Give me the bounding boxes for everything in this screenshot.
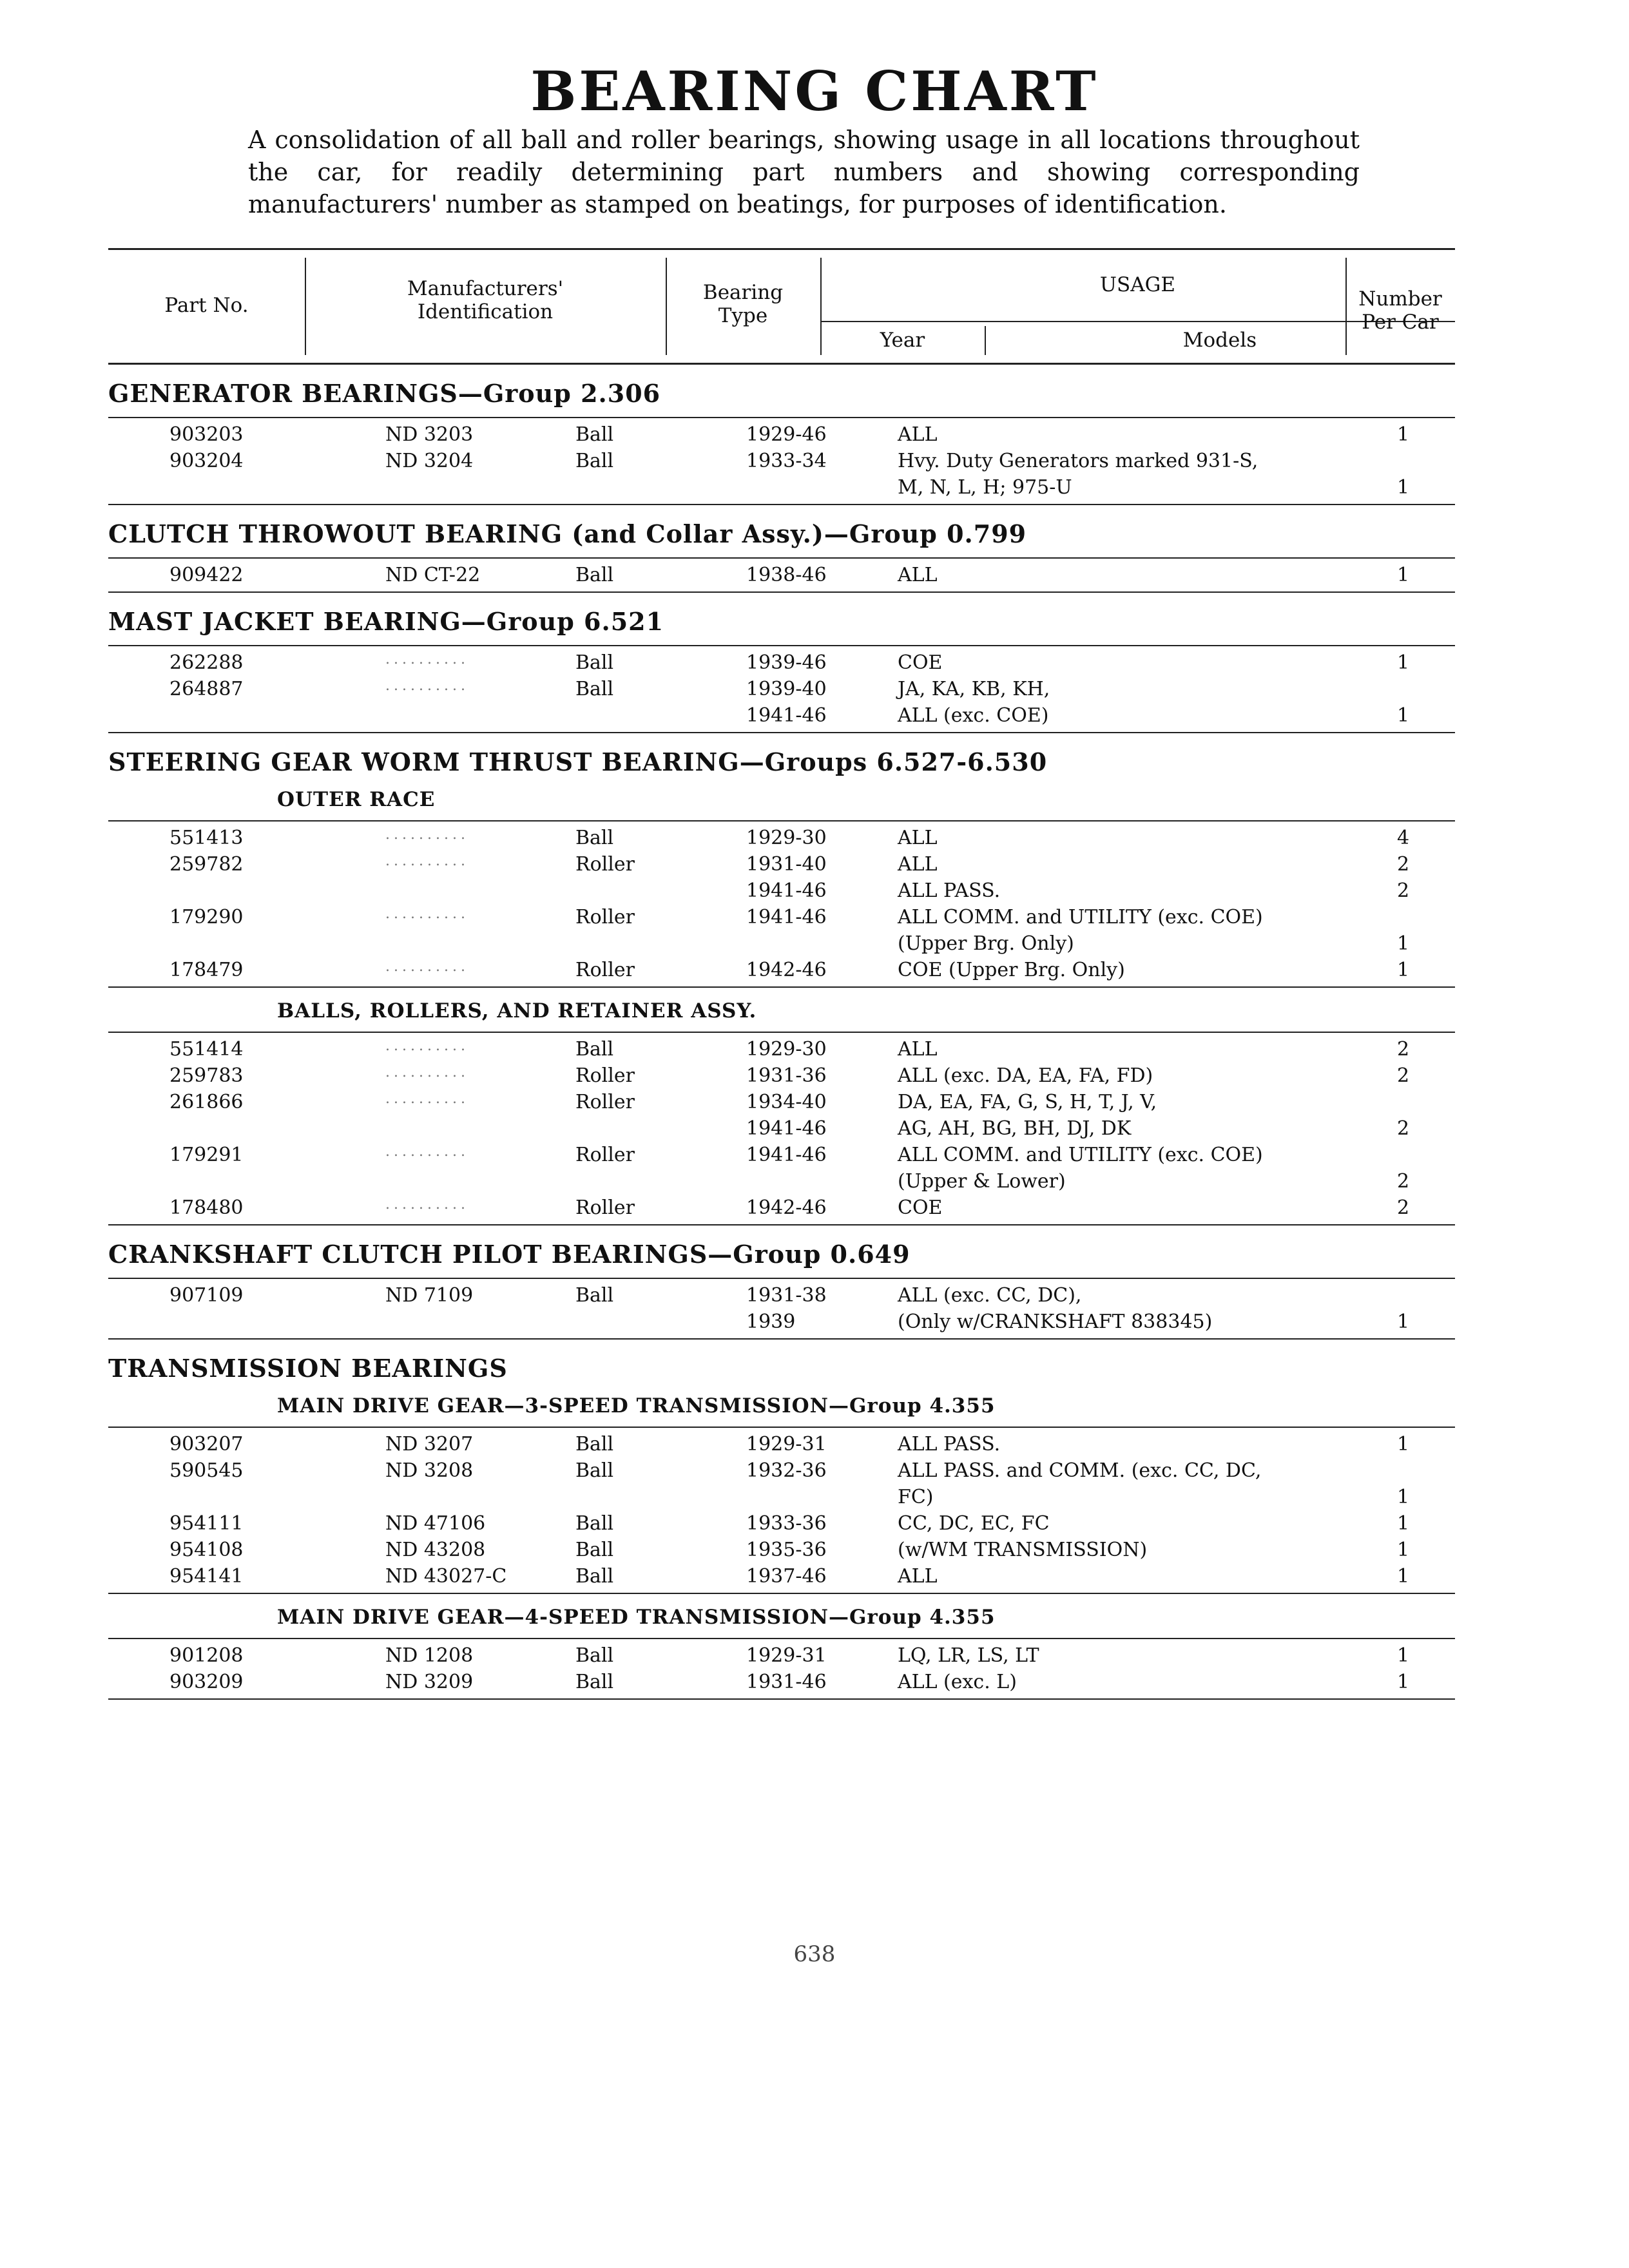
group-heading: TRANSMISSION BEARINGS (108, 1354, 508, 1383)
part-number: 262288 (169, 651, 244, 674)
number-per-car: 1 (1397, 1433, 1410, 1456)
part-number: 259782 (169, 853, 244, 876)
usage-year: 1931-36 (746, 1064, 827, 1087)
usage-models: LQ, LR, LS, LT (898, 1644, 1039, 1667)
number-per-car: 2 (1397, 1170, 1410, 1193)
bearing-type: Ball (575, 423, 614, 446)
table-row (108, 1511, 1455, 1537)
section (108, 607, 1455, 733)
part-number: 903204 (169, 450, 244, 472)
sub-heading: MAIN DRIVE GEAR—3-SPEED TRANSMISSION—Group 4.355 (277, 1394, 996, 1418)
table-row (108, 1195, 1455, 1222)
table-row (108, 1169, 1455, 1195)
number-per-car: 2 (1397, 1038, 1410, 1061)
table-row (108, 1432, 1455, 1458)
number-per-car: 1 (1397, 1539, 1410, 1561)
usage-year: 1942-46 (746, 1196, 827, 1219)
table-row (108, 677, 1455, 703)
sub-heading: MAIN DRIVE GEAR—4-SPEED TRANSMISSION—Group 4.355 (277, 1606, 996, 1629)
table-row (108, 878, 1455, 905)
usage-year: 1941-46 (746, 906, 827, 928)
number-per-car: 1 (1397, 959, 1410, 981)
table-row (108, 825, 1455, 852)
section (108, 1606, 1455, 1700)
bearing-type: Ball (575, 678, 614, 700)
usage-models: ALL (898, 1038, 938, 1061)
usage-models: ALL (exc. DA, EA, FA, FD) (898, 1064, 1153, 1087)
part-number: 901208 (169, 1644, 244, 1667)
bearing-type: Ball (575, 450, 614, 472)
bearing-type: Roller (575, 1091, 635, 1113)
table-row (108, 1485, 1455, 1511)
number-per-car: 2 (1397, 879, 1410, 902)
usage-year: 1941-46 (746, 704, 827, 727)
usage-year: 1941-46 (746, 1117, 827, 1140)
number-per-car: 4 (1397, 827, 1410, 849)
bearing-type: Roller (575, 853, 635, 876)
table-row (108, 852, 1455, 878)
bearing-type: Roller (575, 906, 635, 928)
manufacturer-id: ND 7109 (385, 1284, 474, 1307)
number-per-car: 1 (1397, 932, 1410, 955)
part-number: 259783 (169, 1064, 244, 1087)
bearing-type: Ball (575, 1565, 614, 1588)
col-manufacturer: Manufacturers' Identification (407, 277, 564, 323)
number-per-car: 1 (1397, 476, 1410, 499)
col-usage: USAGE (1099, 273, 1176, 296)
part-number: 178479 (169, 959, 244, 981)
table-row (108, 1564, 1455, 1590)
table-header (108, 248, 1455, 365)
number-per-car: 2 (1397, 1064, 1410, 1087)
usage-models: AG, AH, BG, BH, DJ, DK (898, 1117, 1132, 1140)
table-row (108, 422, 1455, 448)
number-per-car: 1 (1397, 651, 1410, 674)
manufacturer-id: .......... (385, 1091, 469, 1107)
usage-year: 1942-46 (746, 959, 827, 981)
table-row (108, 475, 1455, 501)
number-per-car: 1 (1397, 704, 1410, 727)
group-heading: CLUTCH THROWOUT BEARING (and Collar Assy.)—Group 0.799 (108, 519, 1027, 548)
part-number: 903207 (169, 1433, 244, 1456)
usage-year: 1931-40 (746, 853, 827, 876)
part-number: 264887 (169, 678, 244, 700)
usage-year: 1929-30 (746, 827, 827, 849)
table-row (108, 1537, 1455, 1564)
section (108, 379, 1455, 505)
table-row (108, 1116, 1455, 1142)
bearing-type: Ball (575, 827, 614, 849)
part-number: 551414 (169, 1038, 244, 1061)
bearing-type: Ball (575, 1512, 614, 1535)
bearing-table (108, 248, 1455, 1700)
manufacturer-id: .......... (385, 651, 469, 668)
manufacturer-id: ND 3208 (385, 1459, 474, 1482)
usage-models: M, N, L, H; 975-U (898, 476, 1072, 499)
usage-models: CC, DC, EC, FC (898, 1512, 1050, 1535)
usage-models: COE (898, 651, 943, 674)
usage-year: 1939 (746, 1311, 796, 1333)
usage-models: ALL PASS. and COMM. (exc. CC, DC, (898, 1459, 1262, 1482)
usage-year: 1933-36 (746, 1512, 827, 1535)
usage-models: ALL PASS. (898, 879, 1001, 902)
bearing-type: Roller (575, 1196, 635, 1219)
bearing-type: Roller (575, 1144, 635, 1166)
usage-year: 1941-46 (746, 879, 827, 902)
table-row (108, 1643, 1455, 1669)
bearing-type: Ball (575, 1671, 614, 1693)
bearing-type: Ball (575, 1459, 614, 1482)
table-row (108, 905, 1455, 931)
number-per-car: 1 (1397, 1644, 1410, 1667)
usage-year: 1929-31 (746, 1433, 827, 1456)
usage-year: 1931-46 (746, 1671, 827, 1693)
usage-models: (Upper Brg. Only) (898, 932, 1074, 955)
section (108, 999, 1455, 1225)
col-year: Year (880, 329, 925, 352)
manufacturer-id: ND 3209 (385, 1671, 474, 1693)
number-per-car: 1 (1397, 1311, 1410, 1333)
part-number: 903209 (169, 1671, 244, 1693)
usage-year: 1929-31 (746, 1644, 827, 1667)
manufacturer-id: ND 1208 (385, 1644, 474, 1667)
number-per-car: 1 (1397, 1512, 1410, 1535)
usage-year: 1931-38 (746, 1284, 827, 1307)
usage-models: ALL (898, 853, 938, 876)
bearing-type: Ball (575, 1539, 614, 1561)
part-number: 179290 (169, 906, 244, 928)
table-row (108, 1063, 1455, 1090)
usage-models: COE (898, 1196, 943, 1219)
number-per-car: 1 (1397, 1565, 1410, 1588)
usage-year: 1932-36 (746, 1459, 827, 1482)
usage-models: Hvy. Duty Generators marked 931-S, (898, 450, 1258, 472)
usage-year: 1933-34 (746, 450, 827, 472)
table-row (108, 1037, 1455, 1063)
manufacturer-id: ND 43027-C (385, 1565, 507, 1588)
number-per-car: 2 (1397, 1117, 1410, 1140)
usage-models: ALL COMM. and UTILITY (exc. COE) (898, 906, 1263, 928)
bearing-type: Ball (575, 1284, 614, 1307)
page-number: 638 (793, 1941, 836, 1967)
manufacturer-id: ND 3204 (385, 450, 474, 472)
part-number: 909422 (169, 564, 244, 586)
manufacturer-id: ND CT-22 (385, 564, 481, 586)
manufacturer-id: .......... (385, 678, 469, 694)
usage-models: (w/WM TRANSMISSION) (898, 1539, 1148, 1561)
section (108, 1240, 1455, 1340)
group-heading: MAST JACKET BEARING—Group 6.521 (108, 607, 664, 636)
usage-models: ALL (898, 564, 938, 586)
page-title: BEARING CHART (530, 59, 1099, 123)
col-part-no: Part No. (164, 294, 249, 317)
bearing-type: Ball (575, 1644, 614, 1667)
manufacturer-id: .......... (385, 1064, 469, 1081)
usage-year: 1929-30 (746, 1038, 827, 1061)
usage-models: ALL (exc. L) (898, 1671, 1017, 1693)
usage-models: ALL (898, 1565, 938, 1588)
part-number: 954111 (169, 1512, 244, 1535)
part-number: 261866 (169, 1091, 244, 1113)
usage-year: 1929-46 (746, 423, 827, 446)
manufacturer-id: .......... (385, 1196, 469, 1213)
usage-models: (Upper & Lower) (898, 1170, 1066, 1193)
usage-models: JA, KA, KB, KH, (898, 678, 1050, 700)
manufacturer-id: .......... (385, 853, 469, 869)
number-per-car: 2 (1397, 853, 1410, 876)
part-number: 907109 (169, 1284, 244, 1307)
group-heading: CRANKSHAFT CLUTCH PILOT BEARINGS—Group 0.649 (108, 1240, 911, 1269)
usage-year: 1938-46 (746, 564, 827, 586)
sub-heading: BALLS, ROLLERS, AND RETAINER ASSY. (277, 999, 757, 1023)
table-body (108, 379, 1455, 1700)
table-row (108, 650, 1455, 677)
section (108, 1354, 1455, 1594)
usage-models: ALL (exc. COE) (898, 704, 1049, 727)
number-per-car: 2 (1397, 1196, 1410, 1219)
number-per-car: 1 (1397, 564, 1410, 586)
sub-heading: OUTER RACE (277, 788, 436, 811)
usage-models: (Only w/CRANKSHAFT 838345) (898, 1311, 1213, 1333)
col-number-per-car: Number Per Car (1358, 287, 1442, 334)
usage-year: 1939-46 (746, 651, 827, 674)
usage-year: 1939-40 (746, 678, 827, 700)
manufacturer-id: .......... (385, 827, 469, 843)
bearing-type: Ball (575, 564, 614, 586)
usage-models: ALL (898, 827, 938, 849)
part-number: 954141 (169, 1565, 244, 1588)
part-number: 590545 (169, 1459, 244, 1482)
manufacturer-id: .......... (385, 1144, 469, 1160)
usage-models: ALL COMM. and UTILITY (exc. COE) (898, 1144, 1263, 1166)
bearing-type: Roller (575, 1064, 635, 1087)
part-number: 903203 (169, 423, 244, 446)
usage-year: 1937-46 (746, 1565, 827, 1588)
table-row (108, 562, 1455, 589)
usage-year: 1941-46 (746, 1144, 827, 1166)
table-row (108, 1309, 1455, 1336)
table-row (108, 1669, 1455, 1696)
bearing-type: Ball (575, 1038, 614, 1061)
table-row (108, 931, 1455, 957)
part-number: 551413 (169, 827, 244, 849)
bearing-type: Ball (575, 1433, 614, 1456)
manufacturer-id: .......... (385, 906, 469, 922)
section (108, 519, 1455, 593)
manufacturer-id: ND 47106 (385, 1512, 486, 1535)
usage-models: ALL (898, 423, 938, 446)
table-row (108, 448, 1455, 475)
table-row (108, 1090, 1455, 1116)
table-row (108, 1283, 1455, 1309)
number-per-car: 1 (1397, 423, 1410, 446)
manufacturer-id: .......... (385, 1038, 469, 1054)
usage-models: DA, EA, FA, G, S, H, T, J, V, (898, 1091, 1157, 1113)
table-row (108, 957, 1455, 984)
col-bearing-type: Bearing Type (702, 281, 784, 327)
section (108, 747, 1455, 988)
usage-year: 1935-36 (746, 1539, 827, 1561)
group-heading: STEERING GEAR WORM THRUST BEARING—Groups 6.527-6.530 (108, 747, 1048, 776)
manufacturer-id: .......... (385, 959, 469, 975)
col-models: Models (1182, 329, 1257, 352)
manufacturer-id: ND 3207 (385, 1433, 474, 1456)
usage-models: ALL PASS. (898, 1433, 1001, 1456)
number-per-car: 1 (1397, 1671, 1410, 1693)
intro-paragraph: A consolidation of all ball and roller bearings, showing usage in all locations throughout the car, for readily determining part numbers and showing corresponding manufacturers' number as stamped on beatings, for purposes of identification. (248, 126, 1360, 218)
table-row (108, 1458, 1455, 1485)
usage-models: FC) (898, 1486, 934, 1508)
usage-models: ALL (exc. CC, DC), (898, 1284, 1082, 1307)
usage-models: COE (Upper Brg. Only) (898, 959, 1125, 981)
part-number: 179291 (169, 1144, 244, 1166)
table-row (108, 1142, 1455, 1169)
bearing-type: Roller (575, 959, 635, 981)
bearing-type: Ball (575, 651, 614, 674)
usage-year: 1934-40 (746, 1091, 827, 1113)
part-number: 954108 (169, 1539, 244, 1561)
manufacturer-id: ND 43208 (385, 1539, 486, 1561)
group-heading: GENERATOR BEARINGS—Group 2.306 (108, 379, 661, 408)
part-number: 178480 (169, 1196, 244, 1219)
number-per-car: 1 (1397, 1486, 1410, 1508)
table-row (108, 703, 1455, 729)
manufacturer-id: ND 3203 (385, 423, 474, 446)
